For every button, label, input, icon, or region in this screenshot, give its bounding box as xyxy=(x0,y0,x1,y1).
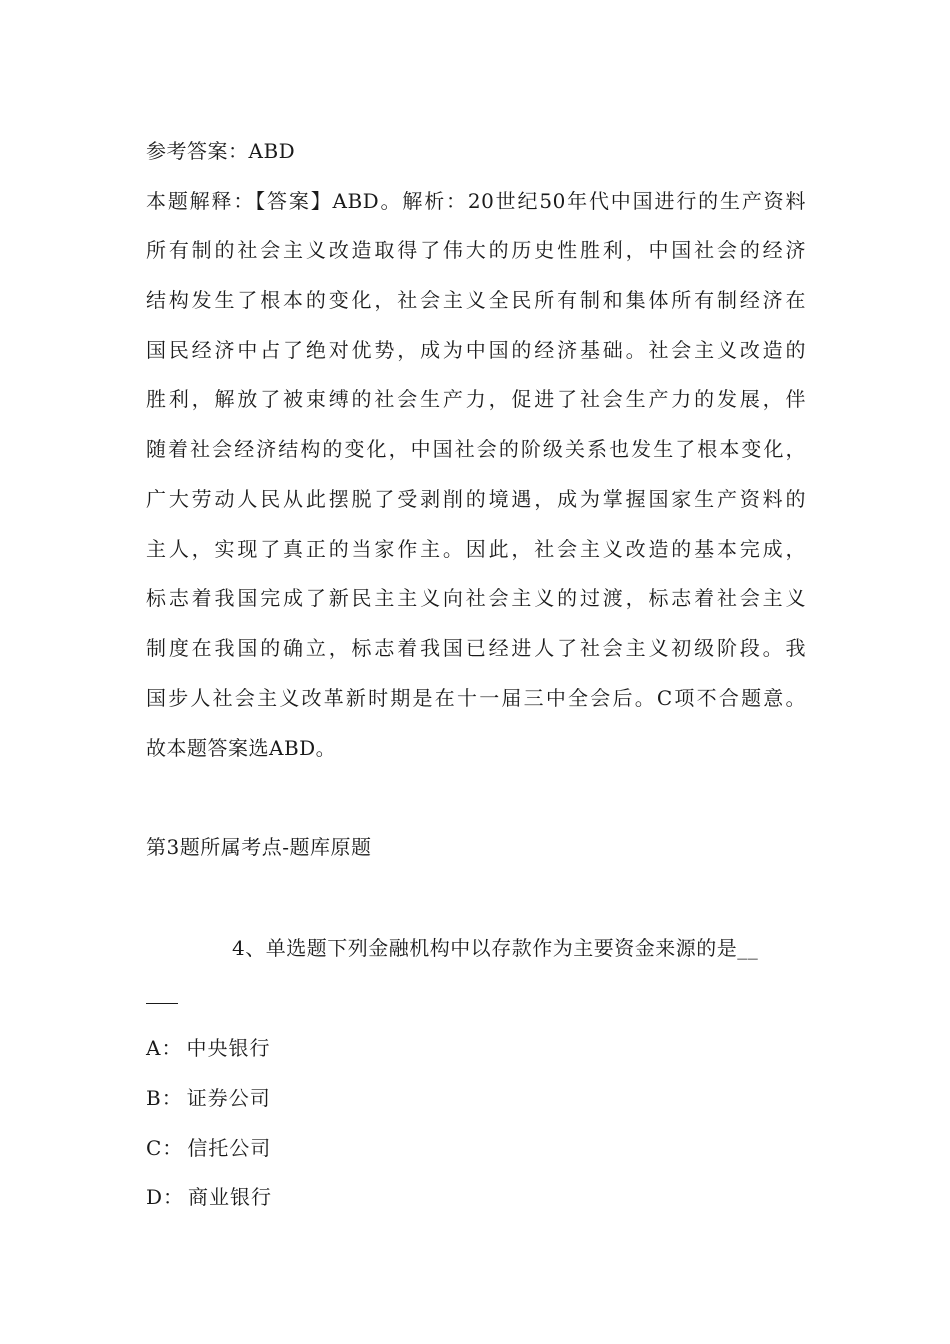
explanation-line: 随着社会经济结构的变化，中国社会的阶级关系也发生了根本变化， xyxy=(146,437,806,461)
explanation-line: 国民经济中占了绝对优势，成为中国的经济基础。社会主义改造的 xyxy=(146,338,806,362)
explanation-line: 广大劳动人民从此摆脱了受剥削的境遇，成为掌握国家生产资料的 xyxy=(146,487,806,511)
section-label: 第3题所属考点-题库原题 xyxy=(146,835,372,859)
reference-answer-label: 参考答案： xyxy=(146,139,249,163)
option-d xyxy=(146,1183,272,1211)
reference-answer-value: ABD xyxy=(248,139,296,163)
explanation-line: 结构发生了根本的变化，社会主义全民所有制和集体所有制经济在 xyxy=(146,288,806,312)
option-a xyxy=(146,1034,270,1062)
question-stem: 4、单选题下列金融机构中以存款作为主要资金来源的是__ xyxy=(232,936,759,960)
explanation-line: 制度在我国的确立，标志着我国已经进人了社会主义初级阶段。我 xyxy=(146,636,806,660)
option-letter: D： xyxy=(146,1185,185,1209)
option-b xyxy=(146,1084,271,1112)
reference-answer xyxy=(146,137,295,165)
explanation-line: 标志着我国完成了新民主主义向社会主义的过渡，标志着社会主义 xyxy=(146,586,806,610)
option-letter: C： xyxy=(146,1136,184,1160)
explanation-line: 主人，实现了真正的当家作主。因此，社会主义改造的基本完成， xyxy=(146,537,806,561)
option-letter: A： xyxy=(146,1036,183,1060)
option-text: 中央银行 xyxy=(186,1036,271,1060)
option-text: 商业银行 xyxy=(188,1185,273,1209)
option-text: 信托公司 xyxy=(187,1136,272,1160)
explanation-line: 本题解释：【答案】ABD。解析：20世纪50年代中国进行的生产资料 xyxy=(146,189,806,213)
option-text: 证券公司 xyxy=(186,1086,271,1110)
explanation-line: 胜利，解放了被束缚的社会生产力，促进了社会生产力的发展，伴 xyxy=(146,387,806,411)
explanation-line: 国步人社会主义改革新时期是在十一届三中全会后。C项不合题意。 xyxy=(146,686,806,710)
explanation-line: 故本题答案选ABD。 xyxy=(146,736,337,760)
explanation-line: 所有制的社会主义改造取得了伟大的历史性胜利，中国社会的经济 xyxy=(146,238,806,262)
option-c xyxy=(146,1134,271,1162)
answer-blank xyxy=(146,1003,178,1004)
option-letter: B： xyxy=(146,1086,183,1110)
